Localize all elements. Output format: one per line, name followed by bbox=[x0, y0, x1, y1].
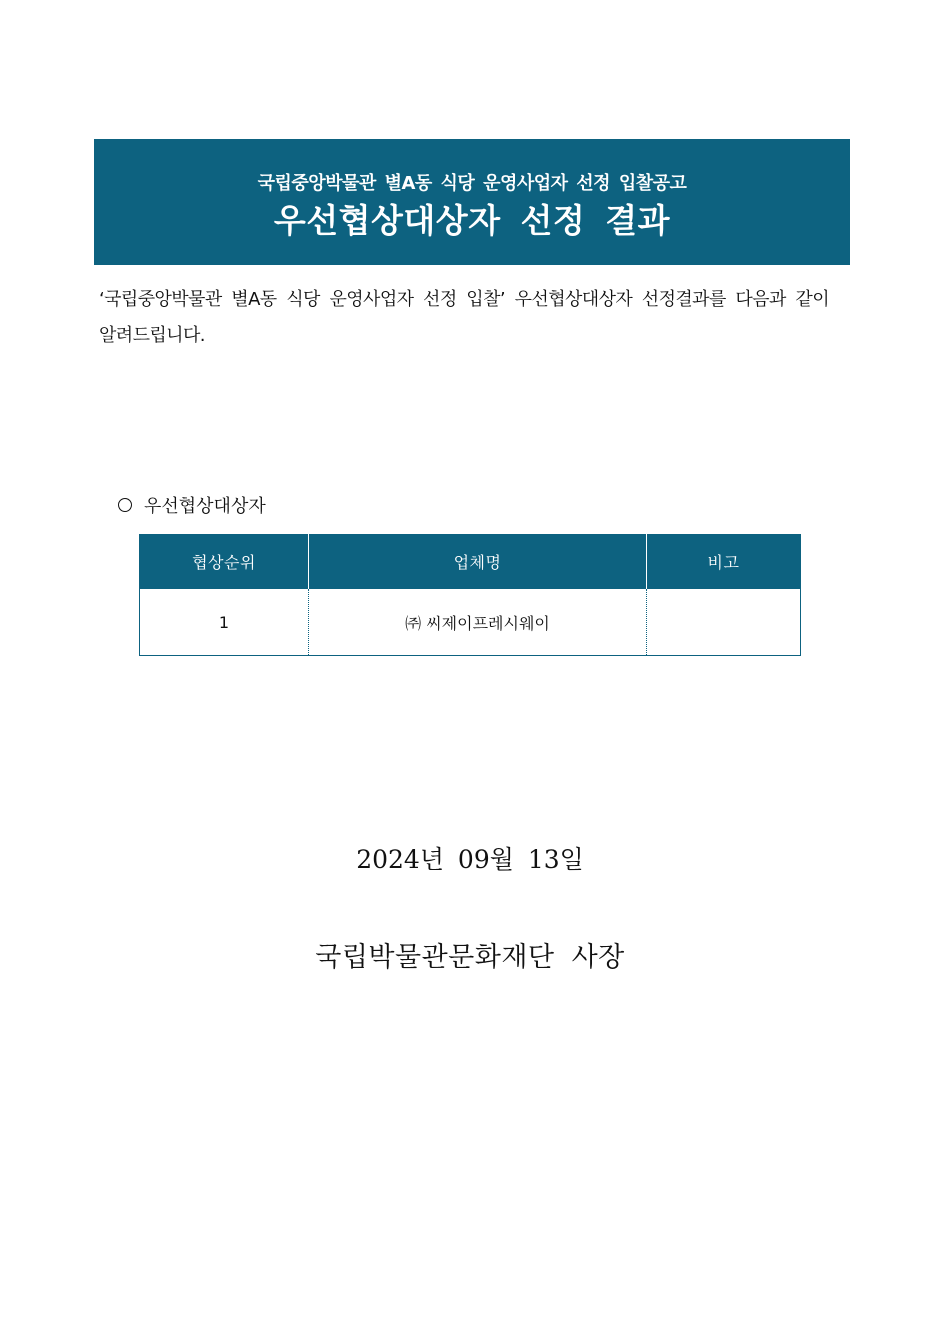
banner-subtitle: 국립중앙박물관 별A동 식당 운영사업자 선정 입찰공고 bbox=[257, 173, 687, 194]
circle-bullet-icon bbox=[118, 498, 132, 512]
banner-title: 우선협상대상자 선정 결과 bbox=[273, 201, 671, 240]
cell-remarks bbox=[647, 589, 801, 656]
table-row bbox=[140, 589, 801, 656]
header-remarks: 비고 bbox=[647, 534, 801, 589]
announcement-date: 2024년 09월 13일 bbox=[356, 845, 584, 874]
intro-paragraph: ‘국립중앙박물관 별A동 식당 운영사업자 선정 입찰’ 우선협상대상자 선정결과를 다음과 같이 알려드립니다. bbox=[99, 289, 829, 346]
header-company: 업체명 bbox=[309, 534, 647, 589]
result-table bbox=[139, 534, 801, 656]
cell-company: ㈜ 씨제이프레시웨이 bbox=[309, 589, 647, 656]
issuer-signature: 국립박물관문화재단 사장 bbox=[315, 942, 625, 973]
cell-rank: 1 bbox=[140, 589, 309, 656]
section-heading bbox=[118, 492, 266, 518]
title-banner bbox=[94, 139, 850, 265]
section-heading-label: 우선협상대상자 bbox=[144, 496, 266, 517]
header-rank: 협상순위 bbox=[140, 534, 309, 589]
table-header-row bbox=[140, 534, 801, 589]
